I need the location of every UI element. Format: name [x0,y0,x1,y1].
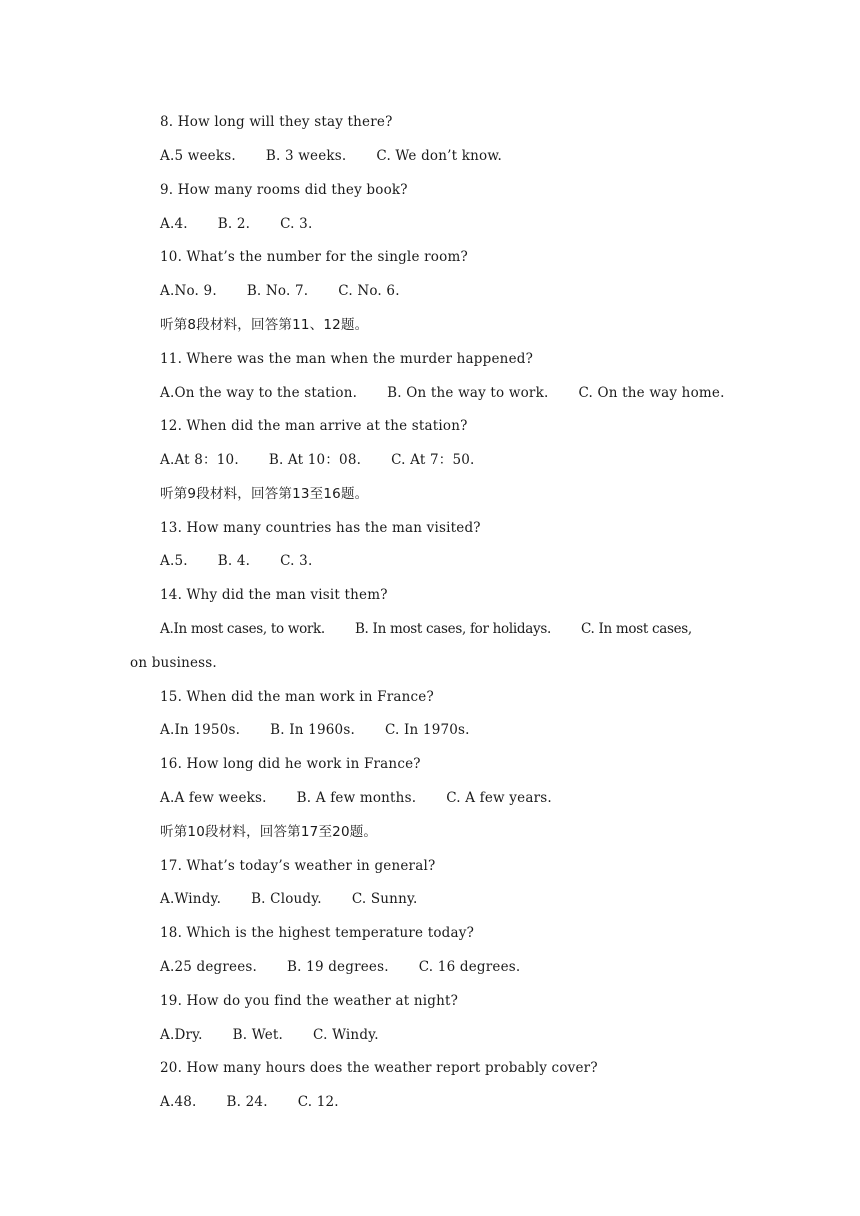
question-19-options [160,1025,379,1045]
question-18-options [160,957,520,977]
option-a: A.48. [160,1094,197,1110]
question-12-options [160,450,475,470]
question-8: 8. How long will they stay there? [160,114,393,130]
option-a: A.On the way to the station. [160,385,358,401]
section-heading-10: 听第10段材料，回答第17至20题。 [160,824,378,840]
option-c: C. Windy. [313,1027,379,1043]
option-a: A.5. [160,553,188,569]
option-b: B. In 1960s. [270,722,355,738]
option-b: B. A few months. [296,790,417,806]
question-14-options-continuation: on business. [130,655,217,671]
option-b: B. On the way to work. [387,385,549,401]
question-11: 11. Where was the man when the murder happened? [160,351,534,367]
section-heading-8: 听第8段材料，回答第11、12题。 [160,317,369,333]
question-16-options [160,788,552,808]
option-c: C. A few years. [446,790,552,806]
option-a: A.No. 9. [160,283,217,299]
question-11-options [160,383,725,403]
option-b: B. 3 weeks. [265,148,347,164]
question-14-options [160,619,692,639]
question-20: 20. How many hours does the weather report probably cover? [160,1060,598,1076]
option-a: A.4. [160,216,188,232]
question-15: 15. When did the man work in France? [160,689,434,705]
option-c: C. No. 6. [338,283,400,299]
option-a: A.In 1950s. [160,722,241,738]
option-c: C. In most cases, [580,621,692,637]
question-18: 18. Which is the highest temperature today? [160,925,475,941]
option-b: B. At 10：08. [268,452,362,468]
option-b: B. No. 7. [246,283,309,299]
question-19: 19. How do you find the weather at night? [160,993,459,1009]
question-20-options [160,1092,339,1112]
option-b: B. In most cases, for holidays. [354,621,551,637]
option-c: C. 12. [297,1094,339,1110]
question-13-options [160,551,312,571]
option-c: C. 16 degrees. [418,959,521,975]
option-a: A.In most cases, to work. [160,621,325,637]
option-c: C. 3. [280,553,313,569]
option-c: C. Sunny. [351,891,418,907]
option-b: B. 24. [226,1094,268,1110]
option-b: B. 19 degrees. [287,959,389,975]
option-c: C. We don’t know. [376,148,502,164]
option-a: A.At 8：10. [160,452,239,468]
question-17: 17. What’s today’s weather in general? [160,858,436,874]
question-9: 9. How many rooms did they book? [160,182,408,198]
question-12: 12. When did the man arrive at the station? [160,418,468,434]
option-a: A.5 weeks. [160,148,236,164]
option-b: B. Wet. [232,1027,284,1043]
option-c: C. 3. [280,216,313,232]
option-a: A.A few weeks. [160,790,267,806]
option-c: C. On the way home. [578,385,725,401]
question-8-options [160,146,502,166]
option-b: B. 4. [217,553,251,569]
option-b: B. Cloudy. [251,891,322,907]
question-9-options [160,214,312,234]
section-heading-9: 听第9段材料，回答第13至16题。 [160,486,369,502]
option-c: C. In 1970s. [384,722,470,738]
option-a: A.Dry. [160,1027,203,1043]
question-14: 14. Why did the man visit them? [160,587,388,603]
option-c: C. At 7：50. [391,452,475,468]
question-17-options [160,889,418,909]
option-a: A.25 degrees. [160,959,258,975]
question-13: 13. How many countries has the man visited? [160,520,481,536]
option-b: B. 2. [217,216,251,232]
question-15-options [160,720,470,740]
question-16: 16. How long did he work in France? [160,756,421,772]
question-10-options [160,281,400,301]
question-10: 10. What’s the number for the single room? [160,249,468,265]
option-a: A.Windy. [160,891,222,907]
